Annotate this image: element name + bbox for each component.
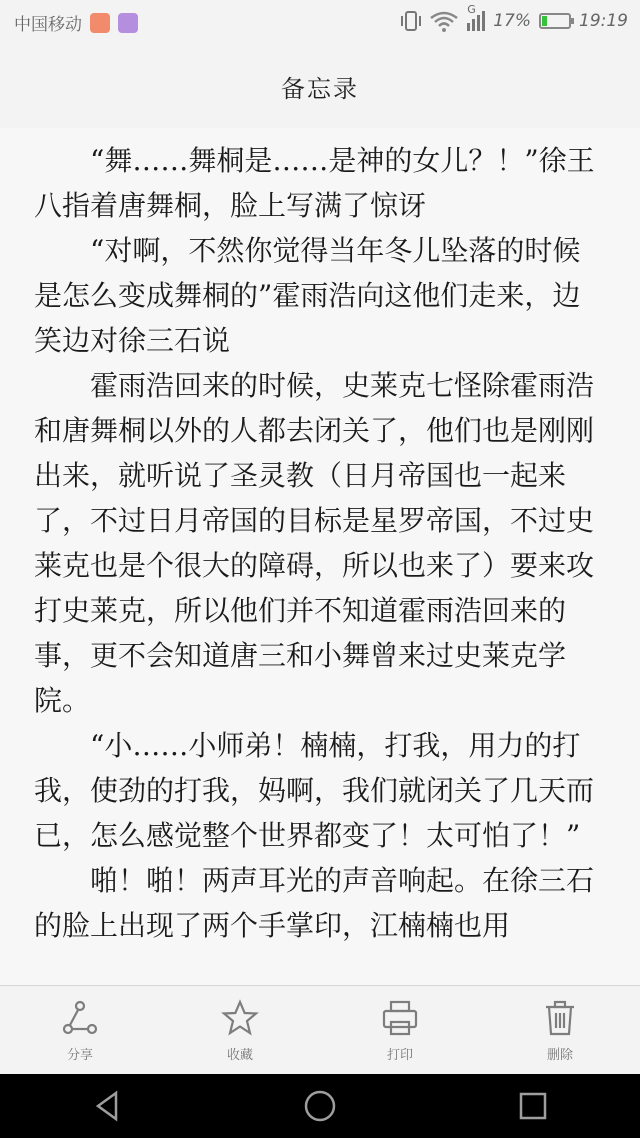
favorite-button[interactable] bbox=[170, 998, 310, 1063]
status-bar bbox=[0, 0, 640, 44]
title-bar bbox=[0, 44, 640, 129]
network-type-label: G bbox=[467, 3, 476, 16]
system-nav-bar bbox=[0, 1074, 640, 1138]
cell-signal-icon bbox=[467, 3, 485, 31]
note-paragraph: “小……小师弟！楠楠，打我，用力的打我，使劲的打我，妈啊，我们就闭关了几天而已，怎么感觉整个世界都变了！太可怕了！” bbox=[34, 729, 595, 852]
battery-percent: 17% bbox=[493, 11, 531, 31]
carrier-label: 中国移动 bbox=[14, 15, 82, 35]
note-paragraph: “舞……舞桐是……是神的女儿？！”徐王八指着唐舞桐，脸上写满了惊讶 bbox=[34, 144, 595, 222]
delete-label: 删除 bbox=[546, 1048, 573, 1063]
battery-icon bbox=[539, 13, 571, 29]
back-icon[interactable] bbox=[90, 1089, 124, 1123]
bottom-action-bar bbox=[0, 985, 640, 1075]
clock: 19:19 bbox=[579, 11, 628, 31]
page-title: 备忘录 bbox=[281, 74, 359, 103]
print-button[interactable] bbox=[330, 998, 470, 1063]
share-icon bbox=[60, 998, 100, 1038]
printer-icon bbox=[380, 998, 420, 1038]
delete-button[interactable] bbox=[490, 998, 630, 1063]
note-content[interactable] bbox=[0, 128, 640, 985]
note-paragraph: 啪！啪！两声耳光的声音响起。在徐三石的脸上出现了两个手掌印，江楠楠也用 bbox=[34, 864, 595, 942]
home-icon[interactable] bbox=[303, 1089, 337, 1123]
recent-apps-icon[interactable] bbox=[516, 1089, 550, 1123]
star-icon bbox=[220, 998, 260, 1038]
mail-notification-icon bbox=[90, 13, 110, 33]
share-label: 分享 bbox=[66, 1048, 93, 1063]
note-paragraph: “对啊，不然你觉得当年冬儿坠落的时候是怎么变成舞桐的”霍雨浩向这他们走来，边笑边对徐三石说 bbox=[34, 234, 581, 357]
wifi-icon bbox=[429, 10, 459, 32]
vibrate-icon bbox=[401, 10, 421, 32]
trash-icon bbox=[540, 998, 580, 1038]
print-label: 打印 bbox=[386, 1048, 413, 1063]
gallery-notification-icon bbox=[118, 13, 138, 33]
favorite-label: 收藏 bbox=[226, 1048, 253, 1063]
note-paragraph: 霍雨浩回来的时候，史莱克七怪除霍雨浩和唐舞桐以外的人都去闭关了，他们也是刚刚出来，就听说了圣灵教（日月帝国也一起来了，不过日月帝国的目标是星罗帝国，不过史莱克也是个很大的障碍，所以也来了）要来攻打史莱克，所以他们并不知道霍雨浩回来的事，更不会知道唐三和小舞曾来过史莱克学院。 bbox=[34, 369, 595, 717]
share-button[interactable] bbox=[10, 998, 150, 1063]
